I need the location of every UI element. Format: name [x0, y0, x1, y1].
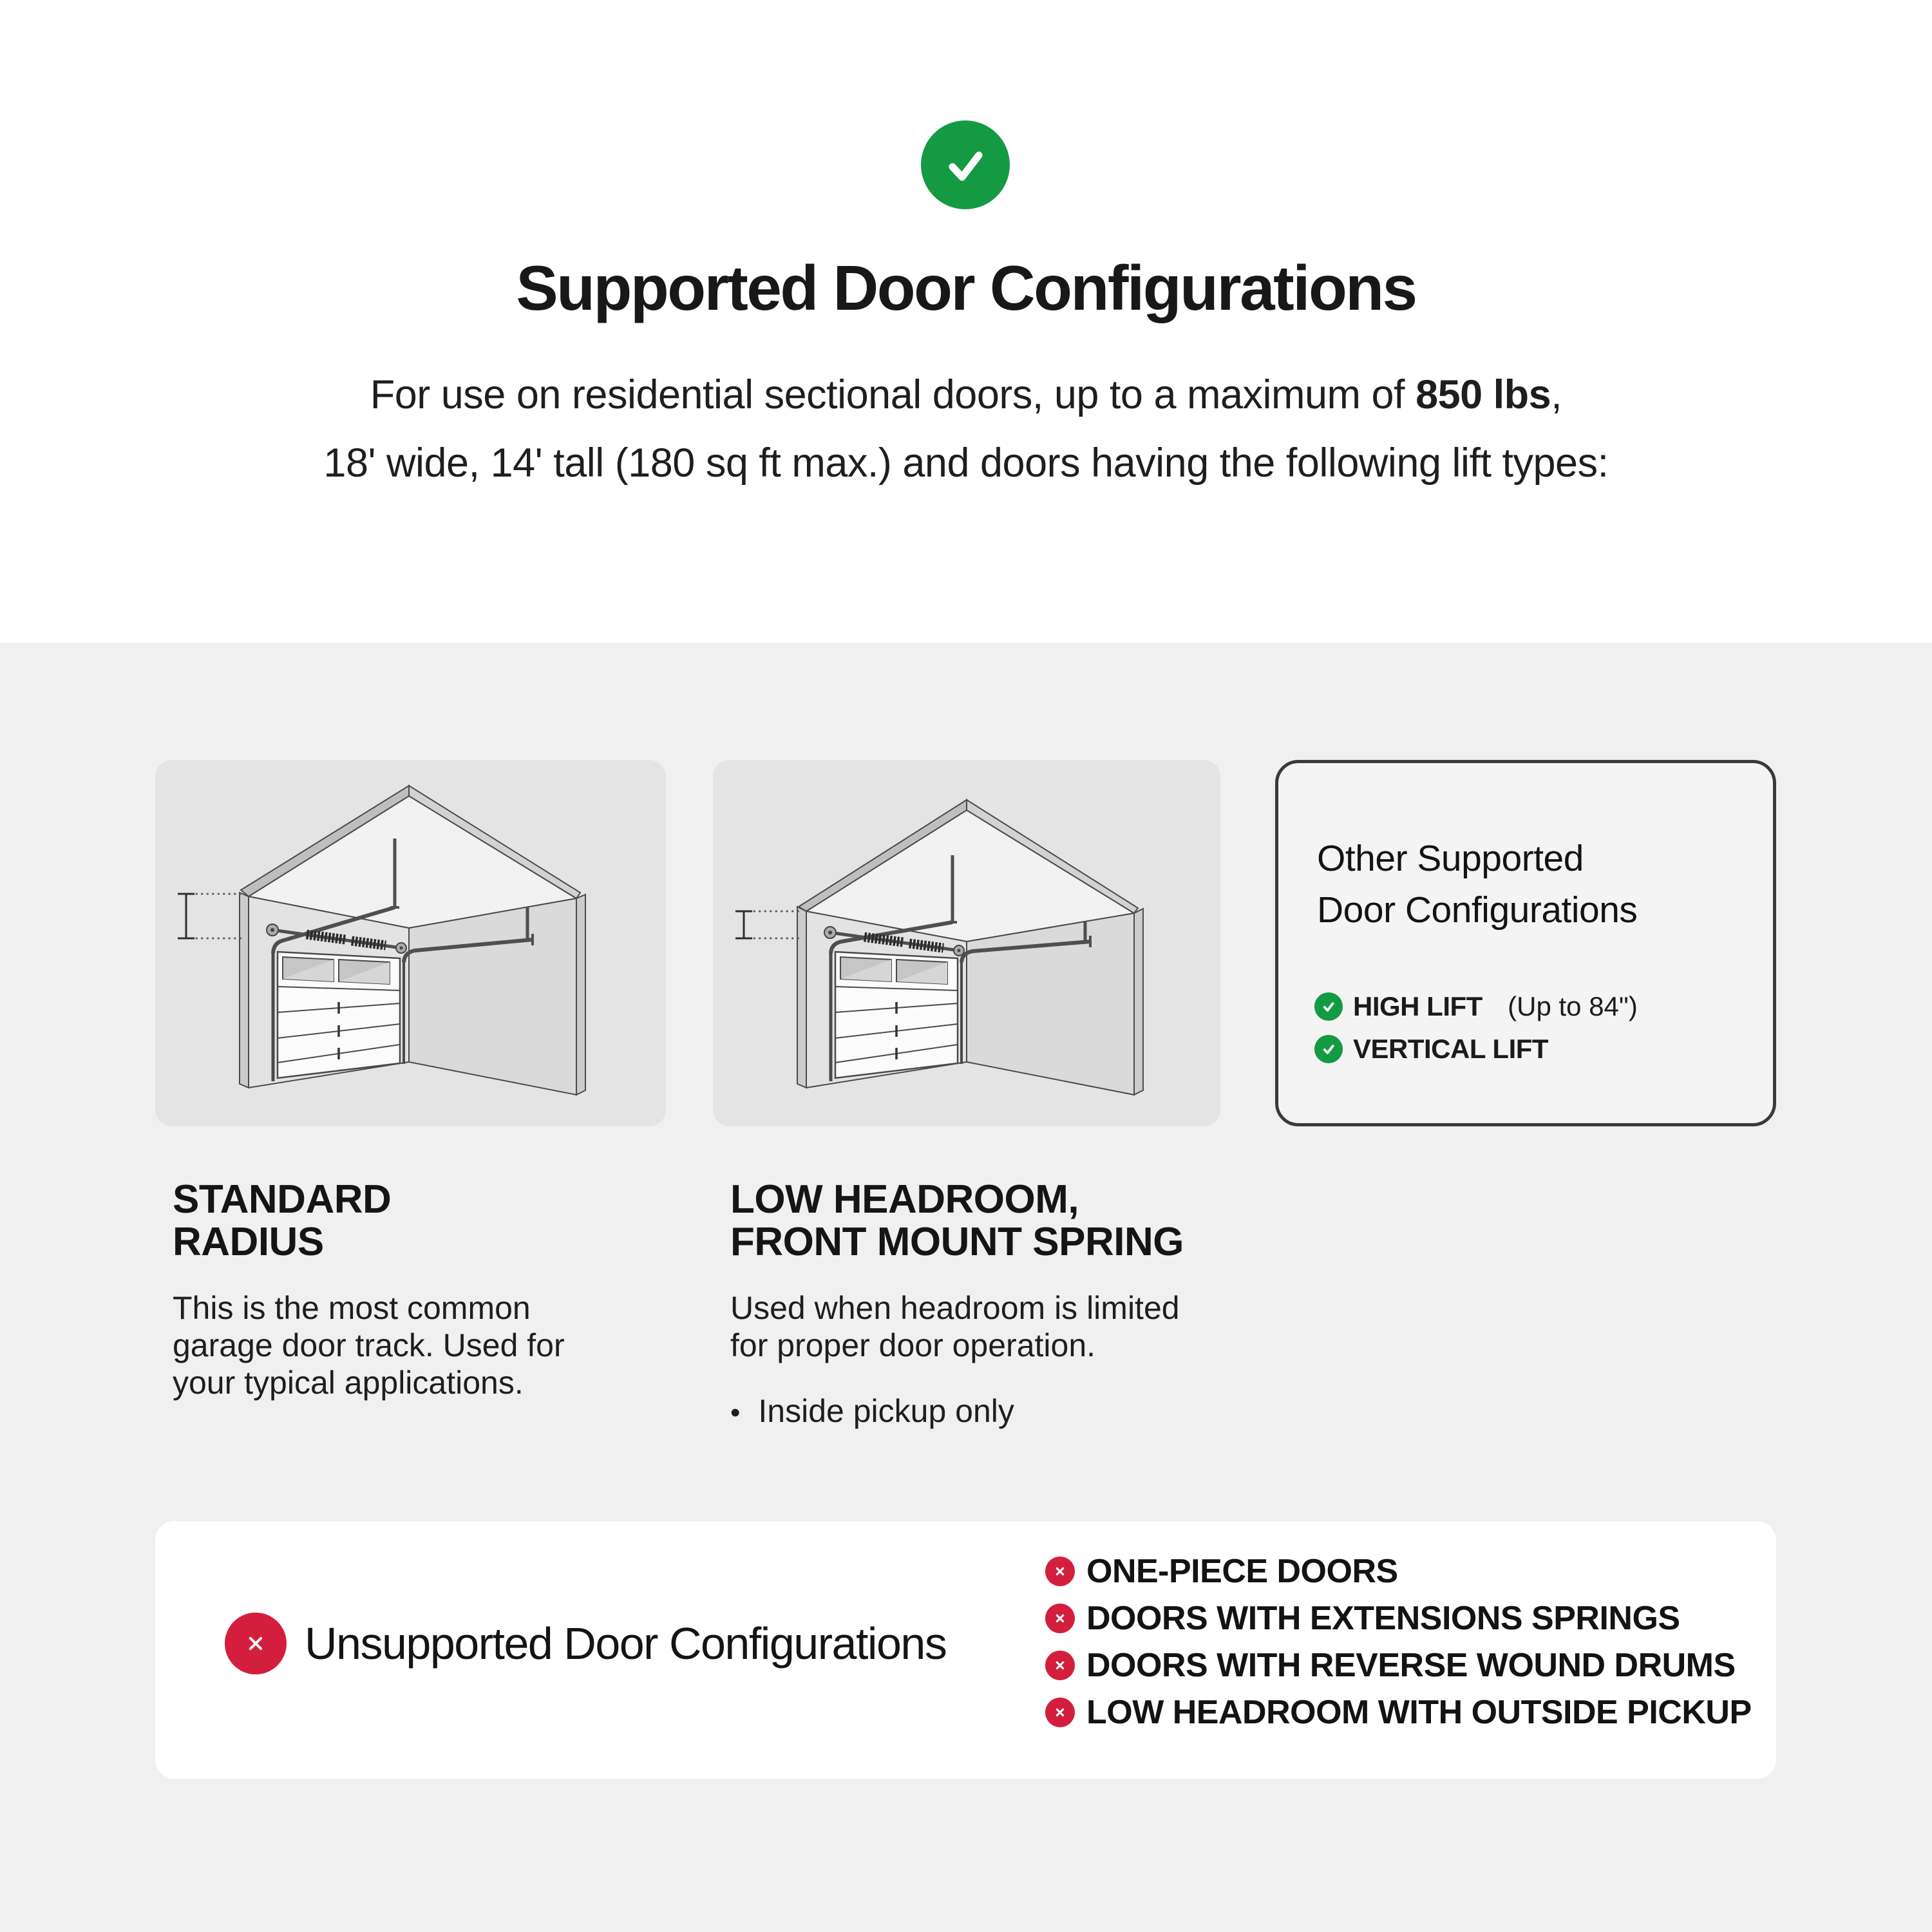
unsupported-item-label: LOW HEADROOM WITH OUTSIDE PICKUP	[1086, 1694, 1752, 1731]
page-title: Supported Door Configurations	[516, 252, 1416, 323]
lift-type-detail: (Up to 84")	[1492, 991, 1638, 1021]
x-circle-icon	[1045, 1698, 1075, 1727]
heading-line: RADIUS	[173, 1220, 324, 1264]
low-headroom-card	[713, 760, 1220, 1126]
headroom-dotted-leaders	[754, 911, 802, 938]
subtitle-bold-weight: 850 lbs	[1416, 372, 1551, 417]
low-headroom-description	[730, 1289, 1323, 1364]
lift-type-label: VERTICAL LIFT	[1353, 1034, 1549, 1064]
unsupported-card	[155, 1521, 1776, 1779]
headroom-dotted-leaders	[196, 894, 244, 938]
list-item-vertical-lift	[1314, 1035, 1638, 1063]
bullet-text: • Inside pickup only	[758, 1393, 1014, 1429]
check-circle-icon	[921, 120, 1010, 209]
heading-line: LOW HEADROOM,	[730, 1177, 1079, 1222]
x-circle-icon	[1045, 1604, 1075, 1633]
low-headroom-caption	[730, 1179, 1323, 1432]
standard-radius-description	[173, 1289, 662, 1401]
other-supported-list	[1314, 992, 1638, 1063]
list-item-low-headroom-outside-pickup	[1045, 1696, 1752, 1729]
standard-radius-card	[155, 760, 666, 1126]
unsupported-list	[1045, 1555, 1752, 1729]
headroom-measure-indicator	[735, 911, 752, 938]
unsupported-item-label: DOORS WITH REVERSE WOUND DRUMS	[1086, 1647, 1736, 1684]
list-item-reverse-wound-drums	[1045, 1649, 1752, 1682]
subtitle-line2: 18' wide, 14' tall (180 sq ft max.) and doors having the following lift types:	[323, 440, 1609, 486]
unsupported-header	[225, 1515, 946, 1772]
description-line: for proper door operation.	[730, 1327, 1096, 1363]
low-headroom-heading	[730, 1179, 1323, 1264]
unsupported-title: Unsupported Door Configurations	[305, 1618, 947, 1669]
x-circle-icon	[1045, 1557, 1075, 1586]
headroom-measure-indicator	[178, 894, 194, 938]
check-icon	[934, 134, 996, 196]
list-item-one-piece-doors	[1045, 1555, 1752, 1588]
garage-standard-radius-illustration	[155, 760, 666, 1126]
unsupported-item-label: DOORS WITH EXTENSIONS SPRINGS	[1086, 1600, 1680, 1637]
description-line: garage door track. Used for	[173, 1327, 565, 1363]
description-line: Used when headroom is limited	[730, 1290, 1180, 1326]
inside-pickup-bullet	[730, 1392, 1323, 1432]
check-circle-icon	[1314, 992, 1343, 1021]
x-circle-icon	[1045, 1651, 1075, 1680]
lift-type-label: HIGH LIFT	[1353, 991, 1482, 1021]
check-circle-icon	[1314, 1035, 1343, 1063]
other-supported-title-line2: Door Configurations	[1317, 889, 1638, 931]
other-supported-card	[1275, 760, 1776, 1126]
description-line: This is the most common	[173, 1290, 531, 1326]
page-subtitle	[0, 361, 1932, 497]
standard-radius-heading	[173, 1179, 662, 1264]
subtitle-comma: ,	[1551, 372, 1562, 417]
standard-radius-caption	[173, 1179, 662, 1401]
other-supported-title	[1317, 833, 1637, 936]
garage-low-headroom-illustration	[713, 760, 1220, 1126]
description-line: your typical applications.	[173, 1365, 524, 1401]
unsupported-item-label: ONE-PIECE DOORS	[1086, 1553, 1398, 1590]
list-item-extension-springs	[1045, 1602, 1752, 1635]
heading-line: FRONT MOUNT SPRING	[730, 1220, 1184, 1264]
list-item-high-lift	[1314, 992, 1638, 1021]
heading-line: STANDARD	[173, 1177, 392, 1222]
other-supported-title-line1: Other Supported	[1317, 838, 1584, 879]
subtitle-text: For use on residential sectional doors, up to a maximum of	[370, 372, 1416, 417]
x-circle-icon	[225, 1613, 287, 1674]
